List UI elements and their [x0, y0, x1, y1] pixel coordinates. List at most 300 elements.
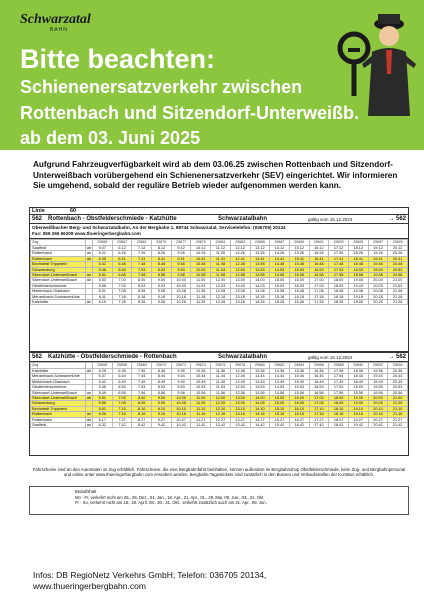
- departure-time: 19.03: [348, 283, 368, 288]
- departure-time: 6.44: [112, 374, 132, 379]
- departure-time: 18.00: [329, 278, 349, 283]
- departure-time: 11.12: [211, 246, 231, 251]
- departure-time: 10.26: [191, 251, 211, 256]
- departure-time: 16.26: [289, 300, 309, 305]
- departure-time: 7.00: [112, 396, 132, 401]
- departure-time: 9.53: [171, 267, 191, 272]
- departure-time: 14.48: [270, 262, 290, 267]
- departure-time: 10.00: [171, 278, 191, 283]
- departure-time: 17.26: [329, 251, 349, 256]
- departure-time: 16.00: [289, 278, 309, 283]
- departure-time: 6.19: [93, 300, 113, 305]
- departure-time: 17.42: [309, 423, 329, 428]
- departure-time: 18.56: [348, 390, 368, 395]
- departure-time: 8.44: [152, 374, 172, 379]
- departure-time: 15.53: [289, 267, 309, 272]
- departure-time: 14.53: [270, 385, 290, 390]
- departure-time: 9.12: [171, 246, 191, 251]
- departure-time: 5.51: [93, 396, 113, 401]
- departure-time: 11.44: [211, 374, 231, 379]
- departure-time: 6.06: [93, 412, 113, 417]
- train-number: 29683: [230, 240, 250, 246]
- departure-time: 5.46: [93, 267, 113, 272]
- departure-time: 21.00: [388, 278, 408, 283]
- departure-time: 15.42: [270, 423, 290, 428]
- departure-time: 15.16: [270, 412, 290, 417]
- departure-time: 13.36: [250, 369, 270, 374]
- departure-time: 20.27: [368, 417, 388, 422]
- departure-time: 8.26: [132, 300, 152, 305]
- departure-time: 16.03: [289, 283, 309, 288]
- departure-time: 7.18: [112, 294, 132, 299]
- departure-time: 7.41: [132, 256, 152, 261]
- departure-time: 20.10: [368, 406, 388, 411]
- departure-time: 12.36: [230, 369, 250, 374]
- departure-time: 5.49: [93, 390, 113, 395]
- departure-time: 18.53: [348, 267, 368, 272]
- departure-time: 14.08: [250, 289, 270, 294]
- departure-time: 18.03: [329, 283, 349, 288]
- departure-time: 7.03: [112, 283, 132, 288]
- footer-info: [33, 570, 266, 592]
- departure-time: 13.49: [250, 379, 270, 384]
- departure-time: 12.00: [211, 396, 231, 401]
- departure-time: 17.08: [309, 289, 329, 294]
- departure-time: 16.27: [289, 417, 309, 422]
- departure-time: 5.37: [93, 374, 113, 379]
- departure-time: 14.44: [270, 374, 290, 379]
- departure-time: 11.41: [211, 256, 231, 261]
- departure-time: 19.44: [368, 374, 388, 379]
- departure-time: 18.48: [348, 262, 368, 267]
- train-number: 29657: [112, 240, 132, 246]
- departure-time: 17.00: [309, 396, 329, 401]
- departure-time: 14.41: [270, 256, 290, 261]
- departure-time: 8.42: [132, 423, 152, 428]
- train-number: 29693: [329, 240, 349, 246]
- departure-time: 7.44: [132, 374, 152, 379]
- departure-time: 14.56: [270, 390, 290, 395]
- departure-time: 15.53: [289, 385, 309, 390]
- train-number: 29656: [93, 363, 113, 369]
- departure-time: 10.53: [191, 267, 211, 272]
- departure-time: 21.00: [388, 396, 408, 401]
- departure-time: 9.58: [171, 273, 191, 278]
- departure-time: 13.56: [250, 390, 270, 395]
- departure-time: 6.41: [112, 256, 132, 261]
- departure-time: 10.08: [171, 289, 191, 294]
- departure-time: 13.03: [230, 283, 250, 288]
- footer-phone: Infos: DB RegioNetz Verkehrs GmbH; Telefon: 036705 20134,: [33, 570, 267, 580]
- departure-time: 9.41: [171, 256, 191, 261]
- departure-time: 10.49: [191, 379, 211, 384]
- train-number: 29686: [309, 363, 329, 369]
- departure-time: 18.42: [329, 423, 349, 428]
- departure-time: 16.26: [309, 251, 329, 256]
- departure-time: 12.12: [230, 246, 250, 251]
- departure-time: 19.58: [368, 273, 388, 278]
- departure-time: 17.48: [329, 262, 349, 267]
- departure-time: 12.42: [211, 423, 231, 428]
- schedule-return: [29, 352, 409, 456]
- departure-time: 6.53: [112, 385, 132, 390]
- departure-time: 16.08: [289, 289, 309, 294]
- departure-time: 7.36: [132, 369, 152, 374]
- departure-time: 7.53: [132, 385, 152, 390]
- departure-time: 7.42: [112, 423, 132, 428]
- departure-time: 15.49: [289, 379, 309, 384]
- departure-time: 13.05: [230, 401, 250, 406]
- departure-time: 19.00: [348, 278, 368, 283]
- page-title: Bitte beachten:: [20, 44, 216, 74]
- departure-time: 17.53: [329, 385, 349, 390]
- departure-time: 21.05: [388, 401, 408, 406]
- arr-dep-marker: an: [86, 273, 92, 278]
- departure-time: 16.44: [309, 374, 329, 379]
- train-number: 29699: [388, 240, 408, 246]
- timetable-row: [31, 300, 408, 305]
- departure-time: 15.05: [270, 401, 290, 406]
- train-number: 29694: [388, 363, 408, 369]
- departure-time: 5.51: [93, 273, 113, 278]
- departure-time: 19.12: [368, 246, 388, 251]
- operator-info: [30, 224, 408, 239]
- departure-time: 20.05: [368, 401, 388, 406]
- departure-time: 15.58: [289, 273, 309, 278]
- departure-time: 12.58: [230, 273, 250, 278]
- station-name: Meuselbach-Schwarzmühle: [31, 374, 86, 379]
- departure-time: 6.49: [112, 379, 132, 384]
- departure-time: 20.58: [388, 273, 408, 278]
- departure-time: 6.01: [93, 289, 113, 294]
- train-number: 29688: [329, 363, 349, 369]
- operator-contact: Fax: 069 265 66208 www.thueringerbergbahn.com: [32, 231, 141, 236]
- line-row: [30, 208, 408, 215]
- train-number: 29689: [289, 240, 309, 246]
- departure-time: 16.10: [289, 406, 309, 411]
- departure-time: 19.53: [368, 385, 388, 390]
- departure-time: 19.27: [348, 417, 368, 422]
- departure-time: 7.53: [132, 267, 152, 272]
- valid-from: gültig vom 15.12.2024: [308, 354, 353, 360]
- station-name: Rottenbach: [31, 417, 86, 422]
- departure-time: 9.00: [152, 396, 172, 401]
- departure-time: 15.10: [270, 406, 290, 411]
- departure-time: 11.53: [211, 385, 231, 390]
- departure-time: 17.16: [309, 412, 329, 417]
- departure-time: 14.12: [270, 246, 290, 251]
- departure-time: 20.00: [368, 396, 388, 401]
- departure-time: 11.48: [211, 262, 231, 267]
- departure-time: 9.44: [171, 374, 191, 379]
- departure-time: 7.49: [132, 379, 152, 384]
- departure-time: 18.49: [348, 379, 368, 384]
- departure-time: 8.00: [132, 278, 152, 283]
- departure-time: 6.01: [93, 406, 113, 411]
- departure-time: 10.42: [171, 423, 191, 428]
- departure-time: 13.10: [230, 406, 250, 411]
- train-number: 29674: [191, 363, 211, 369]
- departure-time: 9.26: [171, 251, 191, 256]
- departure-time: 18.53: [348, 385, 368, 390]
- departure-time: 20.12: [388, 246, 408, 251]
- departure-time: 14.58: [270, 273, 290, 278]
- departure-time: 9.56: [171, 390, 191, 395]
- station-name: Schwarzburg: [31, 401, 86, 406]
- departure-time: 12.41: [230, 256, 250, 261]
- departure-time: 6.17: [93, 417, 113, 422]
- station-name: Sitzendorf-Unterweißbach: [31, 390, 86, 395]
- departure-time: 21.16: [388, 412, 408, 417]
- timetable-return: [30, 362, 408, 428]
- departure-time: 11.18: [191, 294, 211, 299]
- route-number: 562: [32, 354, 43, 360]
- operator-address: Oberweißbacher Berg- und Schwarzatalbahn, An der Bergbahn 1, 98744 Schwarzatal, Servicetelefon: (036705) 20134: [32, 225, 286, 230]
- subtitle-line-2: Rottenbach und Sitzendorf-Unterweißb.: [20, 103, 359, 123]
- train-number: 29676: [211, 363, 231, 369]
- departure-time: 8.58: [152, 273, 172, 278]
- departure-time: 15.41: [289, 256, 309, 261]
- departure-time: 14.53: [270, 267, 290, 272]
- train-number: 29658: [112, 363, 132, 369]
- departure-time: 14.42: [250, 423, 270, 428]
- departure-time: 12.00: [211, 278, 231, 283]
- departure-time: 19.18: [348, 294, 368, 299]
- arr-dep-marker: ab: [86, 278, 92, 283]
- departure-time: 10.27: [171, 417, 191, 422]
- departure-time: 19.00: [348, 396, 368, 401]
- departure-time: 5.21: [93, 251, 113, 256]
- line-number: 60: [70, 208, 77, 214]
- departure-time: 10.56: [191, 390, 211, 395]
- departure-time: 16.00: [289, 396, 309, 401]
- departure-time: 15.18: [270, 294, 290, 299]
- route-name: Katzhütte - Obstfelderschmiede - Rottenbach: [48, 354, 177, 360]
- departure-time: 17.36: [329, 369, 349, 374]
- departure-time: 16.48: [309, 262, 329, 267]
- station-name: Katzhütte: [31, 300, 86, 305]
- arr-dep-marker: ab: [86, 246, 92, 250]
- departure-time: 18.26: [348, 251, 368, 256]
- legend-title: Bedarfshalt: [75, 489, 97, 494]
- departure-time: 8.49: [152, 379, 172, 384]
- route-number: 562: [32, 216, 43, 222]
- departure-time: 5.35: [93, 256, 113, 261]
- departure-time: 6.26: [112, 251, 132, 256]
- departure-time: 14.49: [270, 379, 290, 384]
- departure-time: 14.10: [250, 406, 270, 411]
- departure-time: 20.00: [368, 278, 388, 283]
- departure-time: 9.00: [152, 278, 172, 283]
- departure-time: 10.10: [171, 406, 191, 411]
- departure-time: 18.36: [348, 369, 368, 374]
- departure-time: 14.05: [250, 401, 270, 406]
- train-number: 29682: [270, 363, 290, 369]
- departure-time: 8.10: [132, 406, 152, 411]
- departure-time: 10.18: [171, 294, 191, 299]
- departure-time: 20.26: [388, 251, 408, 256]
- departure-time: 12.05: [211, 401, 231, 406]
- departure-time: 20.48: [388, 262, 408, 267]
- departure-time: 12.26: [230, 251, 250, 256]
- station-name: Rottenbach: [31, 256, 86, 261]
- header-banner: [0, 0, 424, 150]
- departure-time: 15.44: [289, 374, 309, 379]
- departure-time: 16.58: [309, 273, 329, 278]
- arr-dep-marker: an: [86, 251, 92, 256]
- departure-time: 7.48: [132, 262, 152, 267]
- train-number: 29677: [171, 240, 191, 246]
- departure-time: 11.42: [191, 423, 211, 428]
- departure-time: 19.53: [368, 267, 388, 272]
- departure-time: 6.53: [112, 267, 132, 272]
- departure-time: 15.03: [270, 283, 290, 288]
- departure-time: 8.56: [152, 390, 172, 395]
- station-name: Sitzendorf-Unterweißbach: [31, 278, 86, 283]
- departure-time: 8.12: [152, 246, 172, 251]
- route-name: Rottenbach - Obstfelderschmiede - Katzhütte: [48, 216, 177, 222]
- station-name: Sitzendorf-Unterweißbach: [31, 273, 86, 278]
- departure-time: 16.53: [309, 385, 329, 390]
- departure-time: 8.03: [132, 283, 152, 288]
- train-number: 29678: [230, 363, 250, 369]
- footer-website-link[interactable]: www.thueringerbergbahn.com: [33, 581, 146, 591]
- departure-time: 8.26: [152, 251, 172, 256]
- departure-time: 14.36: [270, 369, 290, 374]
- departure-time: 9.26: [152, 300, 172, 305]
- brand-logo-sub: BAHN: [50, 27, 68, 33]
- departure-time: 17.03: [309, 283, 329, 288]
- departure-time: 17.12: [329, 246, 349, 251]
- departure-time: 15.26: [270, 300, 290, 305]
- departure-time: 18.26: [329, 300, 349, 305]
- departure-time: 18.58: [348, 273, 368, 278]
- departure-time: 12.03: [211, 283, 231, 288]
- station-name: Meuselbach-Schwarzmühle: [31, 294, 86, 299]
- departure-time: 19.26: [348, 300, 368, 305]
- departure-time: 17.26: [309, 300, 329, 305]
- departure-time: 5.42: [93, 379, 113, 384]
- departure-time: 16.05: [289, 401, 309, 406]
- departure-time: 15.26: [289, 251, 309, 256]
- train-number: 29680: [250, 363, 270, 369]
- departure-time: 7.12: [132, 246, 152, 251]
- station-name: Schwarzburg: [31, 267, 86, 272]
- departure-time: 20.36: [388, 369, 408, 374]
- departure-time: 19.41: [368, 256, 388, 261]
- operator-name: Schwarzatalbahn: [218, 354, 268, 360]
- line-label: Linie: [32, 208, 45, 214]
- departure-time: 11.03: [191, 283, 211, 288]
- departure-time: 7.26: [112, 300, 132, 305]
- departure-time: 19.16: [348, 412, 368, 417]
- route-row: [30, 353, 408, 362]
- departure-time: 20.41: [388, 256, 408, 261]
- departure-time: 14.00: [250, 278, 270, 283]
- arr-dep-marker: an: [86, 412, 92, 417]
- departure-time: 18.08: [329, 289, 349, 294]
- departure-time: 21.03: [388, 283, 408, 288]
- legend-box: [29, 486, 409, 515]
- departure-time: 7.56: [132, 390, 152, 395]
- departure-time: 18.05: [329, 401, 349, 406]
- departure-time: 16.56: [309, 390, 329, 395]
- arr-dep-marker: ab: [86, 256, 92, 261]
- departure-time: 19.49: [368, 379, 388, 384]
- departure-time: 11.56: [211, 390, 231, 395]
- next-route-number: 562: [395, 216, 406, 222]
- departure-time: 5.56: [93, 401, 113, 406]
- departure-time: 20.42: [368, 423, 388, 428]
- departure-time: 18.00: [329, 396, 349, 401]
- departure-time: 12.08: [211, 289, 231, 294]
- train-label: Zug: [31, 240, 86, 246]
- departure-time: 7.26: [132, 251, 152, 256]
- departure-time: 16.16: [289, 412, 309, 417]
- departure-time: 21.42: [388, 423, 408, 428]
- departure-time: 9.05: [152, 401, 172, 406]
- departure-time: 20.16: [368, 412, 388, 417]
- next-route: → 562: [388, 216, 406, 222]
- train-number: 29690: [348, 363, 368, 369]
- train-number: 29670: [152, 363, 172, 369]
- departure-time: 8.16: [132, 412, 152, 417]
- departure-time: 10.26: [171, 300, 191, 305]
- departure-time: 19.36: [368, 369, 388, 374]
- departure-time: 13.53: [250, 385, 270, 390]
- train-number: 29697: [368, 240, 388, 246]
- arr-dep-marker: an: [86, 423, 92, 428]
- departure-time: 17.53: [329, 267, 349, 272]
- departure-time: 18.12: [348, 246, 368, 251]
- departure-time: 14.18: [250, 294, 270, 299]
- departure-time: 8.36: [152, 369, 172, 374]
- route-row: [30, 215, 408, 224]
- departure-time: 5.56: [93, 283, 113, 288]
- departure-time: 10.12: [191, 246, 211, 251]
- departure-time: 19.48: [368, 262, 388, 267]
- arr-dep-marker: an: [86, 390, 92, 395]
- departure-time: 7.08: [112, 289, 132, 294]
- departure-time: 19.05: [348, 401, 368, 406]
- departure-time: 9.10: [152, 406, 172, 411]
- train-number: 29679: [191, 240, 211, 246]
- departure-time: 17.10: [309, 406, 329, 411]
- legend-line-2: Fr - So, verkehrt nicht am 18., 20. April, 08., 30., 31. Okt., verkehrt zusätzlich auch am 21. Apr., 09. Jun.: [75, 500, 267, 505]
- station-name: Sitzendorf-Unterweißbach: [31, 396, 86, 401]
- departure-time: 5.53: [93, 278, 113, 283]
- departure-time: 17.56: [329, 390, 349, 395]
- departure-time: 13.00: [230, 396, 250, 401]
- departure-time: 5.07: [93, 246, 113, 251]
- departure-time: 12.44: [230, 374, 250, 379]
- departure-time: 13.41: [250, 256, 270, 261]
- operator-name: Schwarzatalbahn: [218, 216, 268, 222]
- departure-time: 20.03: [368, 283, 388, 288]
- departure-time: 12.48: [230, 262, 250, 267]
- departure-time: 21.26: [388, 300, 408, 305]
- departure-time: 20.44: [388, 374, 408, 379]
- departure-time: 12.53: [230, 267, 250, 272]
- departure-time: 15.12: [289, 246, 309, 251]
- departure-time: 18.16: [329, 412, 349, 417]
- departure-time: 11.26: [211, 251, 231, 256]
- departure-time: 10.48: [191, 262, 211, 267]
- departure-time: 14.16: [250, 412, 270, 417]
- departure-time: 6.32: [93, 423, 113, 428]
- departure-time: 18.10: [329, 406, 349, 411]
- departure-time: 20.53: [388, 267, 408, 272]
